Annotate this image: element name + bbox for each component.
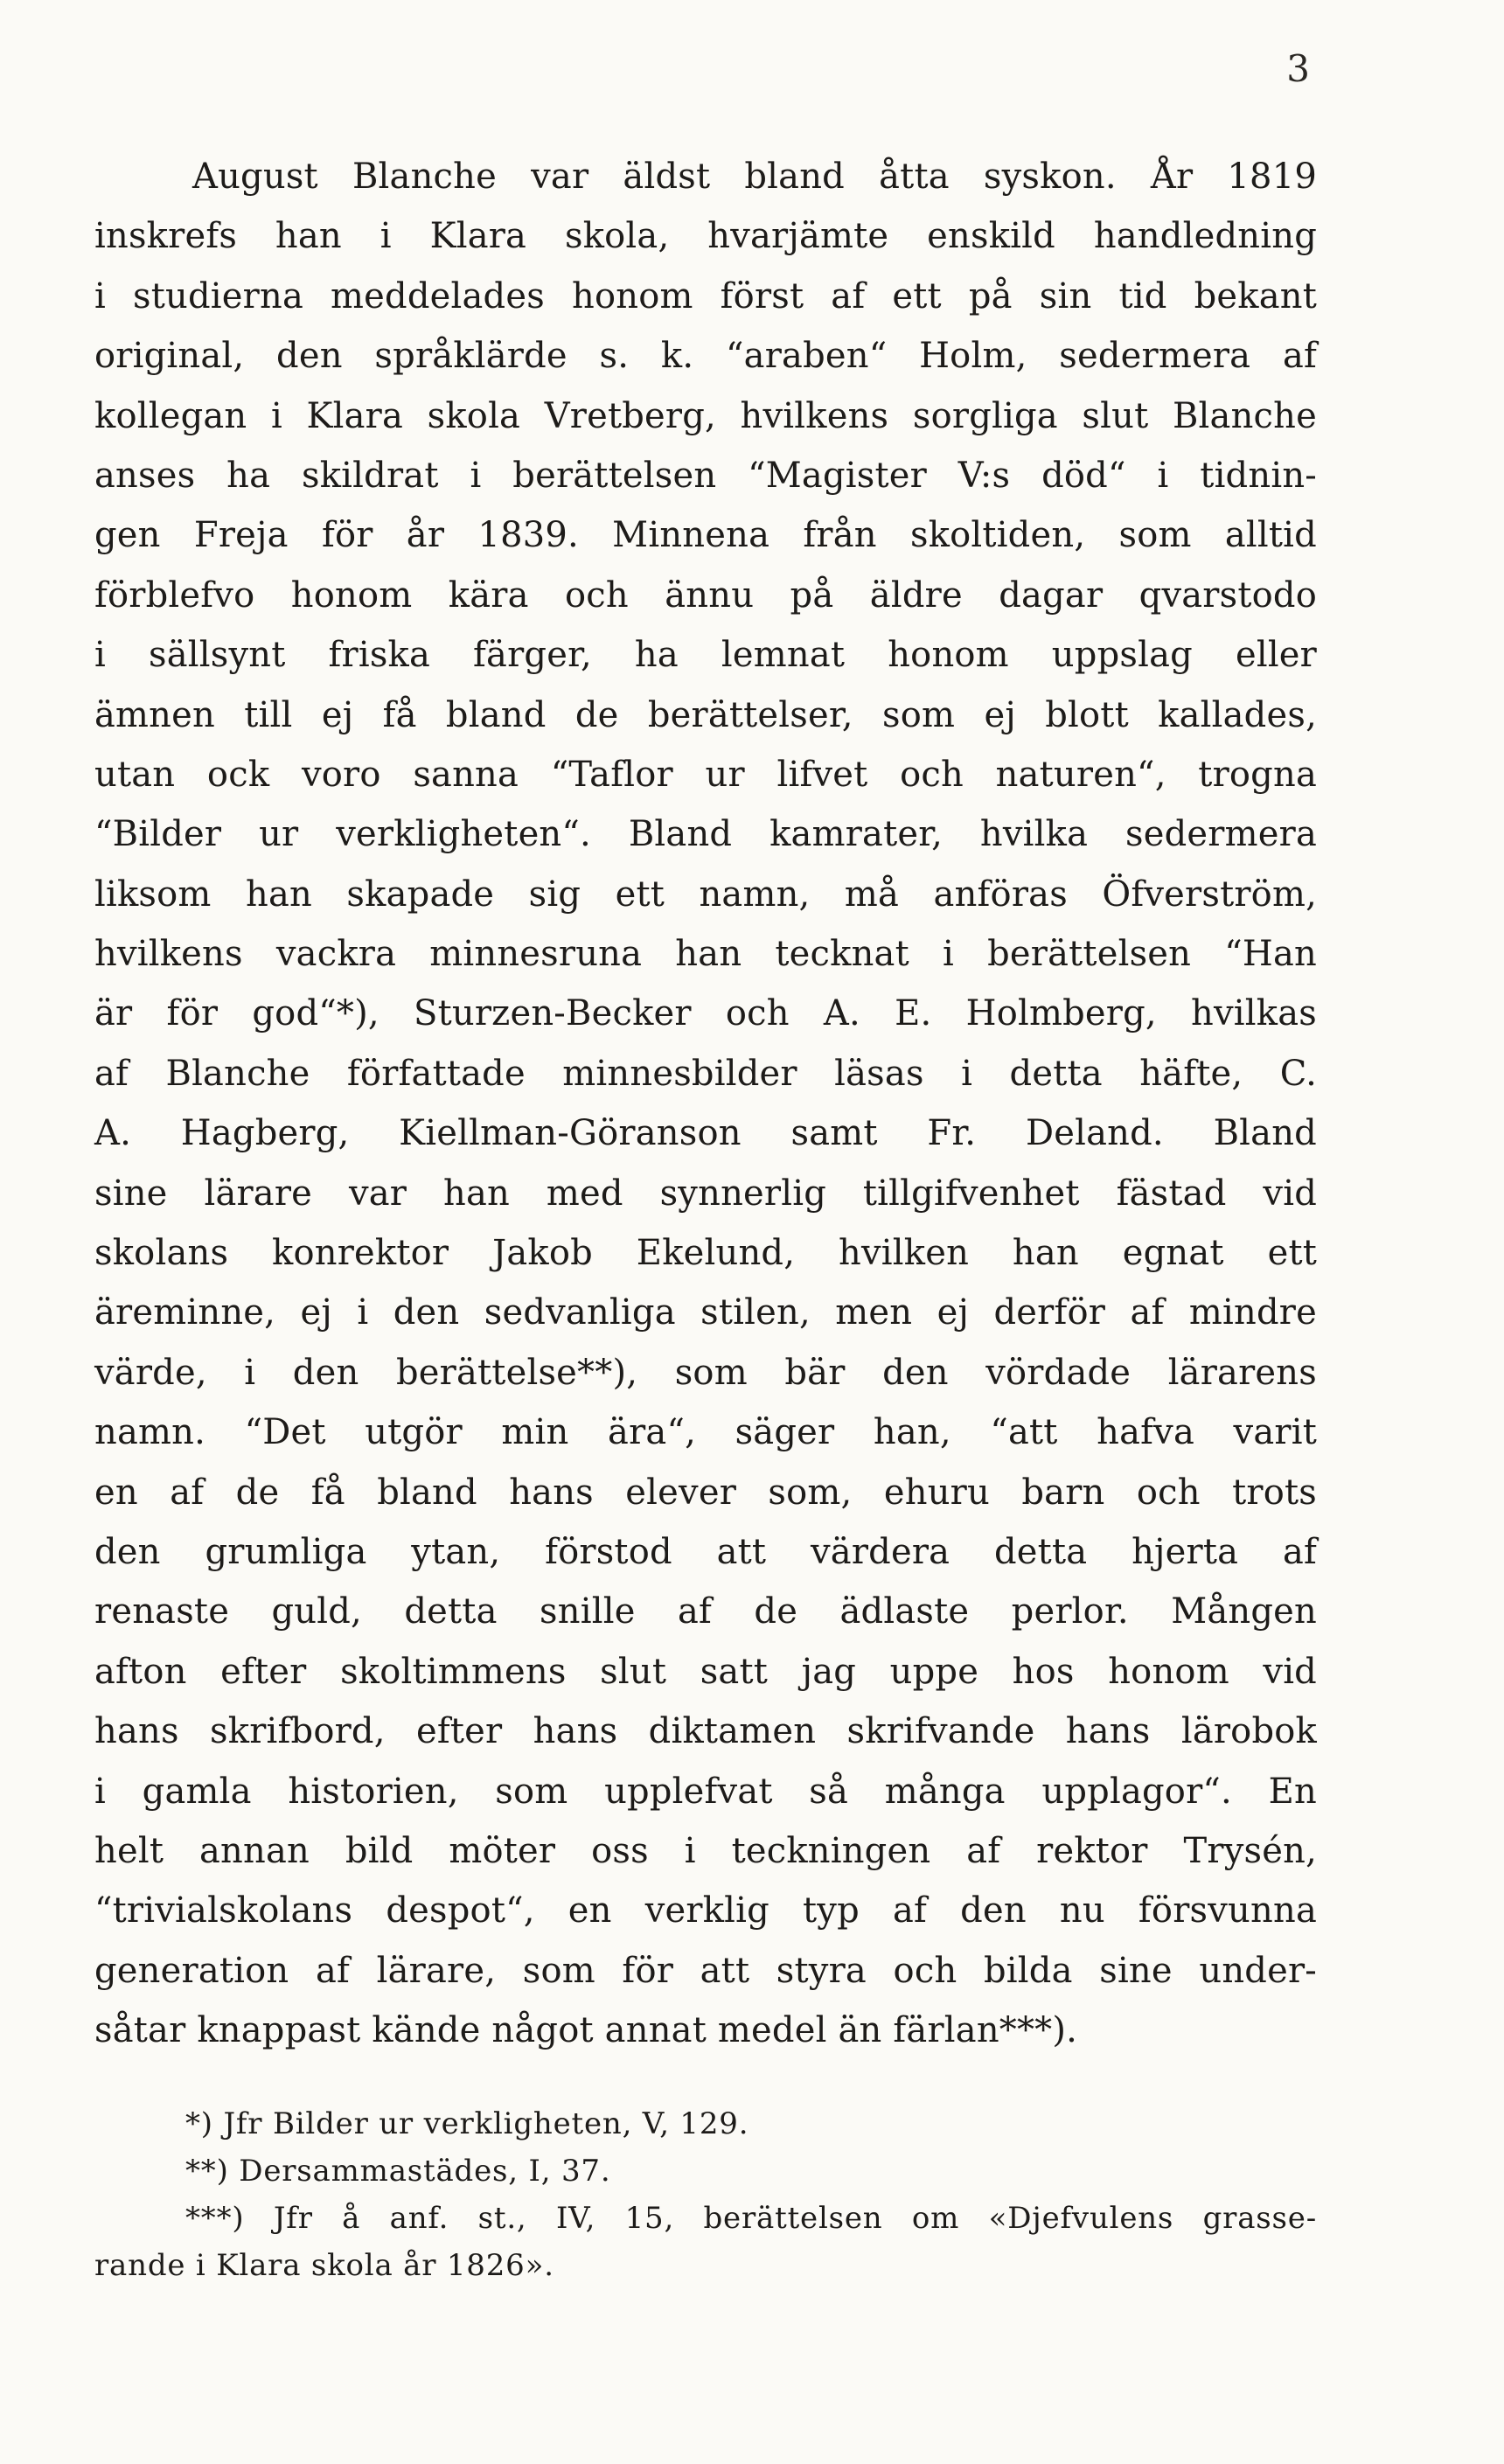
body-line: i studierna meddelades honom först af ett på sin tid bekant	[94, 275, 1317, 317]
footnote: ***) Jfr å anf. st., IV, 15, berättelsen om «Djefvulens grasse-	[185, 2201, 1317, 2236]
body-line: kollegan i Klara skola Vretberg, hvilkens sorgliga slut Blanche	[94, 395, 1317, 436]
body-line: ämnen till ej få bland de berättelser, som ej blott kallades,	[94, 694, 1317, 735]
body-line: inskrefs han i Klara skola, hvarjämte enskild handledning	[94, 216, 1317, 257]
body-line: namn. “Det utgör min ära“, säger han, “att hafva varit	[94, 1412, 1317, 1453]
body-line: sine lärare var han med synnerlig tillgifvenhet fästad vid	[94, 1173, 1317, 1214]
body-line: original, den språklärde s. k. “araben“ Holm, sedermera af	[94, 336, 1317, 377]
body-line: liksom han skapade sig ett namn, må anföras Öfverström,	[94, 874, 1317, 915]
body-line: en af de få bland hans elever som, ehuru barn och trots	[94, 1472, 1317, 1513]
body-line: äreminne, ej i den sedvanliga stilen, men ej derför af mindre	[94, 1292, 1317, 1333]
body-line: den grumliga ytan, förstod att värdera detta hjerta af	[94, 1531, 1317, 1572]
body-line: utan ock voro sanna “Taflor ur lifvet och naturen“, trogna	[94, 754, 1317, 795]
body-line: värde, i den berättelse**), som bär den vördade lärarens	[94, 1352, 1317, 1393]
body-line: August Blanche var äldst bland åtta syskon. År 1819	[192, 157, 1317, 197]
footnote: **) Dersammastädes, I, 37.	[185, 2154, 611, 2189]
body-line: hvilkens vackra minnesruna han tecknat i berättelsen “Han	[94, 934, 1317, 975]
body-line: gen Freja för år 1839. Minnena från skoltiden, som alltid	[94, 515, 1317, 556]
body-line: “Bilder ur verkligheten“. Bland kamrater, hvilka sedermera	[94, 814, 1317, 855]
body-line: förblefvo honom kära och ännu på äldre dagar qvarstodo	[94, 574, 1317, 616]
body-line: skolans konrektor Jakob Ekelund, hvilken han egnat ett	[94, 1233, 1317, 1274]
body-line: anses ha skildrat i berättelsen “Magister V:s död“ i tidnin-	[94, 455, 1317, 496]
body-line: är för god“*), Sturzen-Becker och A. E. Holmberg, hvilkas	[94, 993, 1317, 1034]
body-line: af Blanche författade minnesbilder läsas i detta häfte, C.	[94, 1053, 1317, 1094]
body-line: renaste guld, detta snille af de ädlaste perlor. Mången	[94, 1591, 1317, 1632]
footnote-continuation: rande i Klara skola år 1826».	[94, 2248, 554, 2283]
body-line: i gamla historien, som upplefvat så många upplagor“. En	[94, 1771, 1317, 1812]
body-text	[94, 147, 1317, 2061]
body-line: A. Hagberg, Kiellman-Göranson samt Fr. Deland. Bland	[94, 1113, 1317, 1154]
body-line: “trivialskolans despot“, en verklig typ af den nu försvunna	[94, 1890, 1317, 1932]
page-number: 3	[1286, 47, 1310, 90]
body-line: afton efter skoltimmens slut satt jag uppe hos honom vid	[94, 1651, 1317, 1692]
footnotes	[94, 2100, 1317, 2289]
body-line: såtar knappast kände något annat medel än färlan***).	[94, 2010, 1078, 2051]
body-line: i sällsynt friska färger, ha lemnat honom uppslag eller	[94, 635, 1317, 676]
body-line: helt annan bild möter oss i teckningen af rektor Trysén,	[94, 1830, 1317, 1871]
footnote: *) Jfr Bilder ur verkligheten, V, 129.	[185, 2106, 749, 2141]
body-line: hans skrifbord, efter hans diktamen skrifvande hans lärobok	[94, 1711, 1317, 1752]
body-line: generation af lärare, som för att styra och bilda sine under-	[94, 1950, 1317, 1991]
